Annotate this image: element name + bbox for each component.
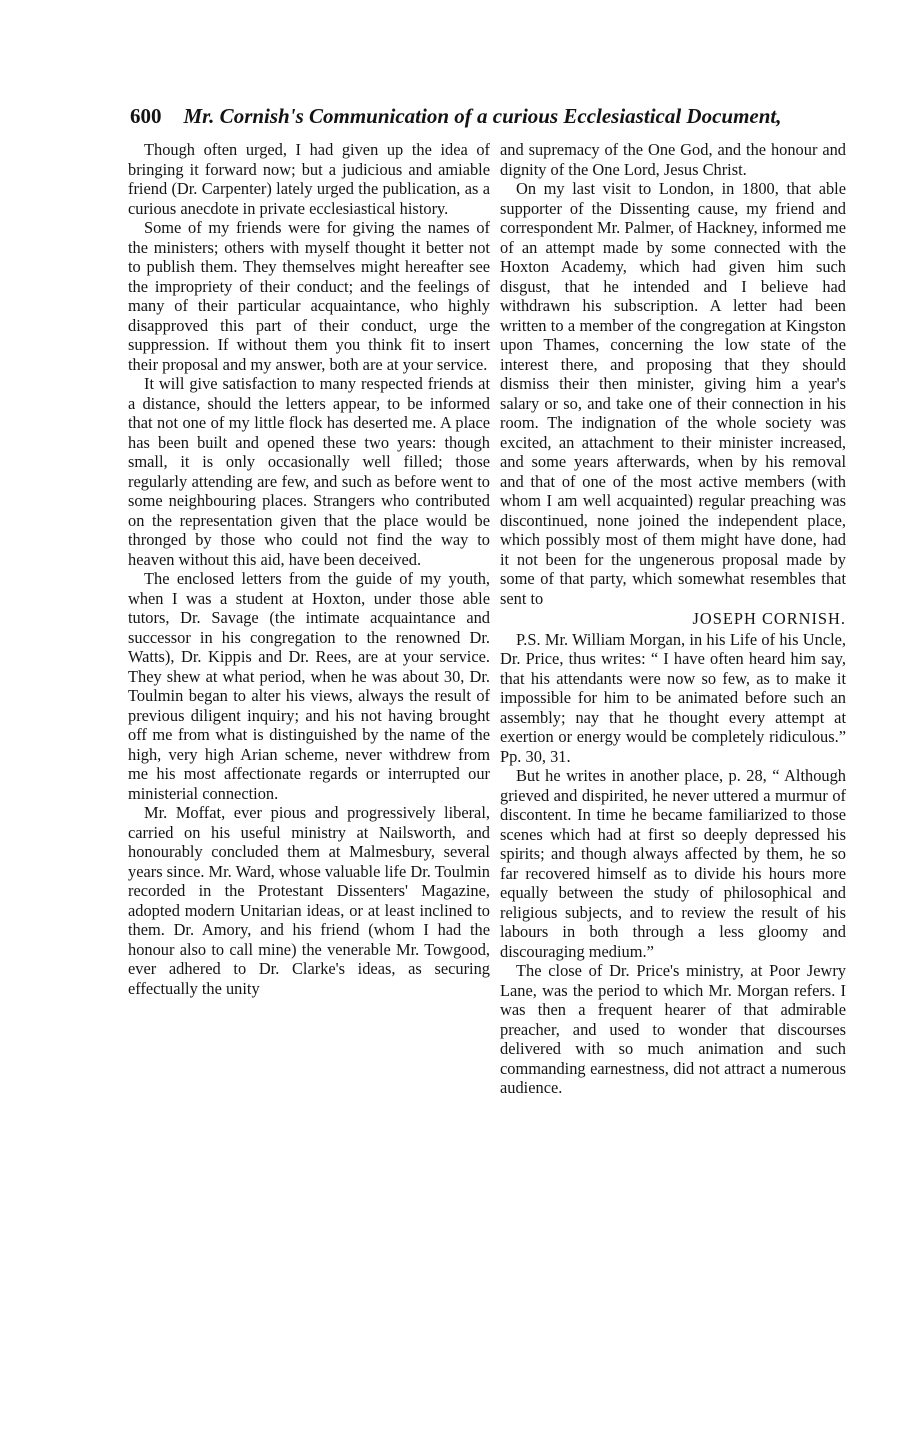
postscript-paragraph: P.S. Mr. William Morgan, in his Life of his Uncle, Dr. Price, thus writes: “ I have often heard him say, that his attendants were now so few, as to make it impossible for him to be animated before such an assembly; nay that he thought every attempt at exertion or energy would be completely ridiculous.” Pp. 30, 31. bbox=[500, 629, 846, 766]
paragraph: Some of my friends were for giving the names of the ministers; others with myself thought it better not to publish them. They themselves might hereafter see the impropriety of their conduct; and the feelings of many of their particular acquaintance, who highly disapproved this part of their conduct, urge the suppression. If without them you think fit to insert their proposal and my answer, both are at your service. bbox=[128, 218, 490, 374]
running-title: Mr. Cornish's Communication of a curious Ecclesiastical Document, bbox=[183, 104, 782, 128]
right-column bbox=[500, 140, 846, 1340]
paragraph: Though often urged, I had given up the idea of bringing it forward now; but a judicious and amiable friend (Dr. Carpenter) lately urged the publication, as a curious anecdote in private ecclesiastical history. bbox=[128, 140, 490, 218]
left-column bbox=[128, 140, 490, 1340]
paragraph: On my last visit to London, in 1800, that able supporter of the Dissenting cause, my friend and correspondent Mr. Palmer, of Hackney, informed me of an attempt made by some connected with the Hoxton Academy, which had given him such disgust, that he intended and I believe had withdrawn his subscription. A letter had been written to a member of the congregation at Kingston upon Thames, concerning the low state of the interest there, and proposing that they should dismiss their then minister, giving him a year's salary or so, and take one of their connection in his room. The indignation of the whole society was excited, an attachment to their minister increased, and some years afterwards, when by his removal and that of one of the most active members (with whom I am well acquainted) regular preaching was discontinued, none joined the independent place, which possibly most of them might have done, had it not been for the ungenerous proposal made by some of that party, which somewhat resembles that sent to bbox=[500, 179, 846, 608]
paragraph: Mr. Moffat, ever pious and progressively liberal, carried on his useful ministry at Nailsworth, and honourably concluded them at Malmesbury, several years since. Mr. Ward, whose valuable life Dr. Toulmin recorded in the Protestant Dissenters' Magazine, adopted modern Unitarian ideas, or at least inclined to them. Dr. Amory, and his friend (whom I had the honour also to call mine) the venerable Mr. Towgood, ever adhered to Dr. Clarke's ideas, as securing effectually the unity bbox=[128, 803, 490, 998]
signature: JOSEPH CORNISH. bbox=[692, 609, 846, 628]
paragraph: and supremacy of the One God, and the honour and dignity of the One Lord, Jesus Christ. bbox=[500, 140, 846, 179]
postscript-paragraph: The close of Dr. Price's ministry, at Poor Jewry Lane, was the period to which Mr. Morgan refers. I was then a frequent hearer of that admirable preacher, and used to wonder that discourses delivered with so much animation and such commanding earnestness, did not attract a numerous audience. bbox=[500, 961, 846, 1097]
running-head bbox=[130, 104, 790, 132]
paragraph: The enclosed letters from the guide of my youth, when I was a student at Hoxton, under those able tutors, Dr. Savage (the intimate acquaintance and successor in his congregation to the renowned Dr. Watts), Dr. Kippis and Dr. Rees, are at your service. They shew at what period, when he was about 30, Dr. Toulmin began to alter his views, always the result of previous diligent inquiry; and his not having brought off me from what is distinguished by the name of the high, very high Arian scheme, never withdrew from me his most affectionate regards or interrupted our ministerial connection. bbox=[128, 569, 490, 803]
postscript-paragraph: But he writes in another place, p. 28, “ Although grieved and dispirited, he never uttered a murmur of discontent. In time he became familiarized to those scenes which had at first so deeply depressed his spirits; and though always affected by them, he so far recovered himself as to divide his hours more equally between the study of philosophical and religious subjects, and to review the result of his labours in both through a less gloomy and discouraging medium.” bbox=[500, 766, 846, 961]
page-number: 600 bbox=[130, 104, 162, 128]
paragraph: It will give satisfaction to many respected friends at a distance, should the letters appear, to be informed that not one of my little flock has deserted me. A place has been built and opened these two years: though small, it is only occasionally well filled; those regularly attending are few, and such as before went to some neighbouring places. Strangers who contributed on the representation given that the place would be thronged by those who could not find the way to heaven without this aid, have been deceived. bbox=[128, 374, 490, 569]
